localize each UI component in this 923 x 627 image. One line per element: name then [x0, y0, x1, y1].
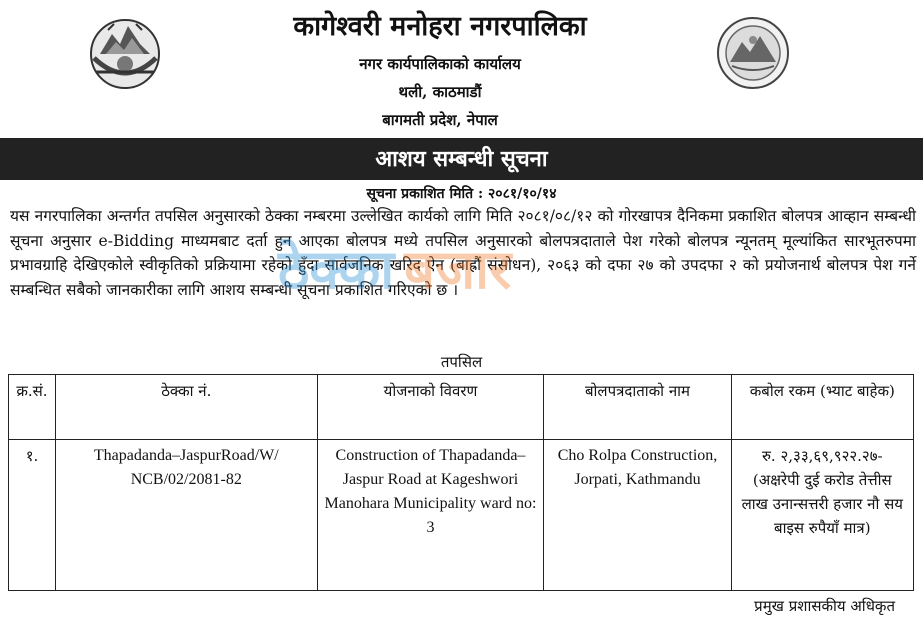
table-header-row [9, 375, 914, 440]
publish-date: सूचना प्रकाशित मिति : २०८१/१०/१४ [366, 186, 557, 202]
letterhead [0, 0, 923, 138]
watermark-part-1: ठेक्का [278, 238, 395, 301]
header-amount: कबोल रकम (भ्याट बाहेक) [731, 375, 913, 440]
cell-contract-no: Thapadanda–JaspurRoad/W/ NCB/02/2081-82 [55, 440, 317, 591]
cell-amount [731, 440, 913, 591]
cell-sn: १. [9, 440, 56, 591]
cell-bidder: Cho Rolpa Construction, Jorpati, Kathmandu [544, 440, 731, 591]
table-row [9, 440, 914, 591]
notice-title-bar: आशय सम्बन्धी सूचना [0, 138, 923, 180]
nepal-emblem-icon [86, 14, 164, 92]
header-description: योजनाको विवरण [317, 375, 544, 440]
signatory-title: प्रमुख प्रशासकीय अधिकृत [754, 597, 895, 615]
watermark-part-2: बजार [404, 238, 512, 301]
municipality-name: कागेश्वरी मनोहरा नगरपालिका [293, 11, 587, 42]
office-name: नगर कार्यपालिकाको कार्यालय [359, 55, 521, 73]
amount-in-words: (अक्षरेपी दुई करोड तेत्तीस लाख उनान्सत्तरी हजार नौ सय बाइस रुपैयाँ मात्र) [741, 471, 903, 537]
notice-body: यस नगरपालिका अन्तर्गत तपसिल अनुसारको ठेक्का नम्बरमा उल्लेखित कार्यको लागि मिति २०८१/०८/१२ को गोरखापत्र दैनिकमा प्रकाशित बोलपत्र आव्हान सम्बन्धी सूचना अनुसार e-Bidding माध्यमबाट दर्ता हुन आएका बोलपत्र मध्ये तपसिल अनुसारको बोलपत्रदाताले पेश गरेको बोलपत्र न्यूनतम् मूल्यांकित सारभूतरुपमा प्रभावग्राहि देखिएकोले स्वीकृतिको प्रक्रियामा रहेको हुँदा सार्वजनिक खरिद ऐन (बाह्रौं संसोधन), २०६३ को दफा २७ को उपदफा २ को प्रयोजनार्थ बोलपत्र पेश गर्ने सम्बन्धित सबैको जानकारीका लागि आशय सम्बन्धी सूचना प्रकाशित गरिएको छ । [10, 207, 916, 299]
office-address: थली, काठमाडौं [398, 83, 482, 101]
header-contract-no: ठेक्का नं. [55, 375, 317, 440]
header-sn: क्र.सं. [9, 375, 56, 440]
contract-table [8, 374, 914, 591]
province-name: बागमती प्रदेश, नेपाल [382, 111, 498, 129]
cell-description: Construction of Thapadanda–Jaspur Road at Kageshwori Manohara Municipality ward no: 3 [317, 440, 544, 591]
municipality-seal-icon [716, 16, 790, 90]
table-caption: तपसिल [440, 353, 483, 371]
amount-figure: रु. २,३३,६९,९२२.२७- [761, 447, 883, 465]
letterhead-text [180, 0, 700, 134]
header-bidder: बोलपत्रदाताको नाम [544, 375, 731, 440]
